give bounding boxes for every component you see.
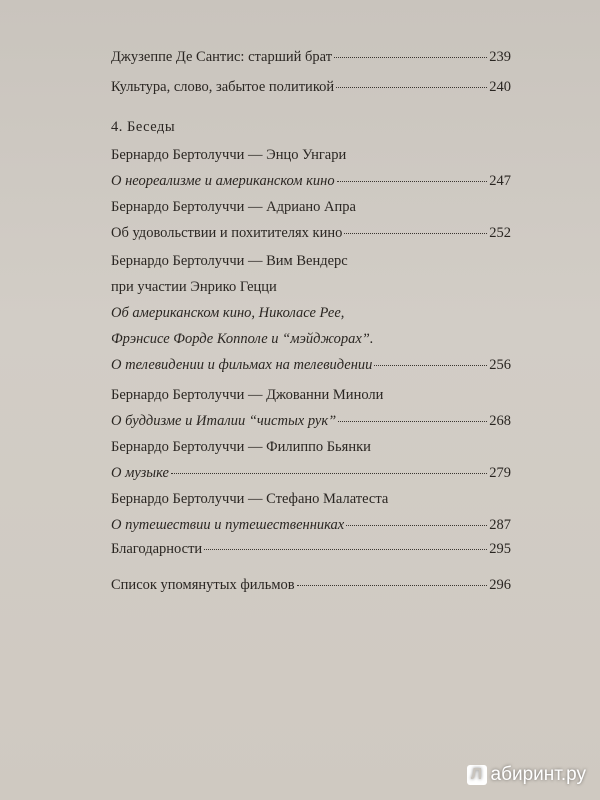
toc-line-text: Бернардо Бертолуччи — Филиппо Бьянки <box>111 439 371 455</box>
page-number: 295 <box>489 541 511 557</box>
leader-dots <box>344 233 487 234</box>
toc-line-text: Бернардо Бертолуччи — Джованни Миноли <box>111 387 384 403</box>
toc-entry <box>111 572 511 598</box>
toc-line-text: Бернардо Бертолуччи — Вим Вендерс <box>111 253 348 269</box>
toc-line-text: Бернардо Бертолуччи — Адриано Апра <box>111 199 356 215</box>
page-number: 296 <box>489 577 511 593</box>
toc-interview-entry <box>111 486 511 538</box>
toc-entry <box>111 44 511 70</box>
leader-dots <box>336 87 487 88</box>
toc-line-text: О телевидении и фильмах на телевидении <box>111 357 373 373</box>
toc-interview-entry <box>111 248 511 378</box>
toc-line-text: Культура, слово, забытое политикой <box>111 79 335 95</box>
page-number: 287 <box>489 517 511 533</box>
toc-line-text: Фрэнсисе Форде Копполе и “мэйджорах”. <box>111 331 374 347</box>
watermark-text: абиринт.ру <box>490 764 586 785</box>
toc-line-text: при участии Энрико Гецци <box>111 279 277 295</box>
page-number: 256 <box>489 357 511 373</box>
leader-dots <box>338 421 487 422</box>
page-number: 268 <box>489 413 511 429</box>
toc-line-text: Бернардо Бертолуччи — Энцо Унгари <box>111 147 347 163</box>
leader-dots <box>334 57 487 58</box>
toc-line-text: Об американском кино, Николасе Рее, <box>111 305 345 321</box>
toc-interview-entry <box>111 194 511 246</box>
toc-line-text: О неореализме и американском кино <box>111 173 335 189</box>
toc-line-text: Об удовольствии и похитителях кино <box>111 225 343 241</box>
toc-interview-entry <box>111 382 511 434</box>
leader-dots <box>337 181 488 182</box>
toc-line-text: Список упомянутых фильмов <box>111 577 295 593</box>
toc-entry <box>111 74 511 100</box>
toc-line-text: Джузеппе Де Сантис: старший брат <box>111 49 333 65</box>
toc-entry <box>111 536 511 562</box>
toc-line-text: О путешествии и путешественниках <box>111 517 345 533</box>
page-number: 239 <box>489 49 511 65</box>
leader-dots <box>204 549 487 550</box>
toc-line-text: Бернардо Бертолуччи — Стефано Малатеста <box>111 491 389 507</box>
page-number: 252 <box>489 225 511 241</box>
labirint-watermark <box>467 764 586 786</box>
labirint-logo-icon: Л <box>467 765 487 785</box>
leader-dots <box>297 585 488 586</box>
leader-dots <box>346 525 487 526</box>
section-heading: 4. Беседы <box>111 119 176 135</box>
toc-interview-entry <box>111 142 511 194</box>
leader-dots <box>374 365 487 366</box>
leader-dots <box>171 473 487 474</box>
page-number: 279 <box>489 465 511 481</box>
toc-line-text: Благодарности <box>111 541 203 557</box>
page-number: 240 <box>489 79 511 95</box>
page-number: 247 <box>489 173 511 189</box>
toc-interview-entry <box>111 434 511 486</box>
toc-line-text: О музыке <box>111 465 169 481</box>
toc-line-text: О буддизме и Италии “чистых рук” <box>111 413 337 429</box>
